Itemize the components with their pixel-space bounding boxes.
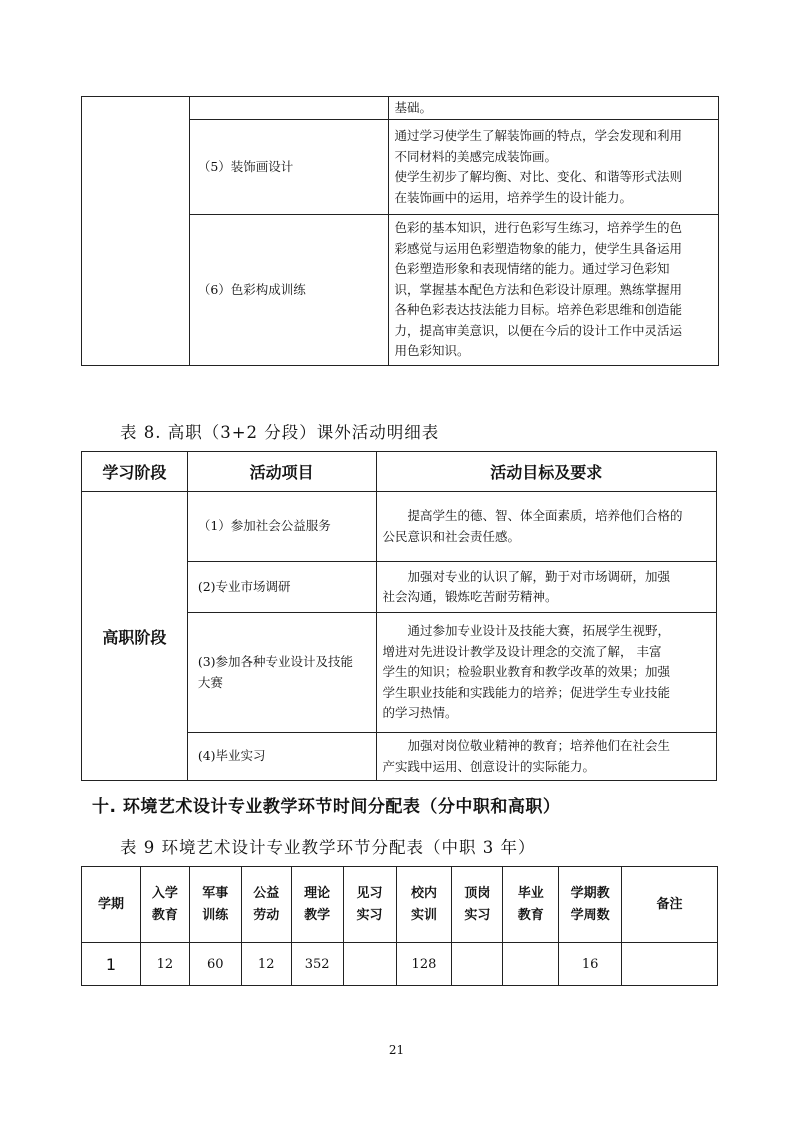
course-desc-cell: 色彩的基本知识，进行色彩写生练习，培养学生的色 彩感觉与运用色彩塑造物象的能力，使学生具备运用 色彩塑造形象和表现情绪的能力。通过学习色彩知 识，掌握基本配色方法和色彩设计原理。熟练掌握用 各种色彩表达技法能力目标。培养色彩思维和创造能 力，提高审美意识，以便在今后的设计工作中灵活运 用色彩知识。 [388,215,718,366]
column-header: 毕业 教育 [503,867,559,943]
table-cell: 16 [559,943,622,986]
table8-caption: 表 8. 高职（3+2 分段）课外活动明细表 [120,423,440,442]
column-header: 学期 [82,867,141,943]
table-cell [343,943,396,986]
column-header: 军事 训练 [189,867,241,943]
table-header-row [82,867,718,943]
column-header: 见习 实习 [343,867,396,943]
table-cell: 12 [140,943,189,986]
course-desc-cell: 基础。 [388,97,718,120]
column-header: 公益 劳动 [241,867,291,943]
table-cell: 60 [189,943,241,986]
course-name-cell [189,97,388,120]
activity-goal-cell: 提高学生的德、智、体全面素质，培养他们合格的 公民意识和社会责任感。 [376,492,716,562]
column-header: 活动项目 [187,452,376,492]
column-header: 顶岗 实习 [452,867,503,943]
table-header-row [82,452,717,492]
column-header: 理论 教学 [291,867,343,943]
stage-cell-empty [82,97,190,366]
activity-goal-cell: 加强对岗位敬业精神的教育；培养他们在社会生 产实践中运用、创意设计的实际能力。 [376,733,716,781]
table-cell: 12 [241,943,291,986]
stage-cell: 高职阶段 [82,492,188,781]
course-name-cell: （6）色彩构成训练 [189,215,388,366]
table-cell [503,943,559,986]
course-description-table-continued [81,96,719,366]
activity-item-cell: (2)专业市场调研 [187,562,376,613]
extracurricular-activities-table [81,451,717,781]
activity-goal-cell: 加强对专业的认识了解，勤于对市场调研，加强 社会沟通，锻炼吃苦耐劳精神。 [376,562,716,613]
table-row [82,943,718,986]
course-desc-cell: 通过学习使学生了解装饰画的特点，学会发现和利用 不同材料的美感完成装饰画。 使学生初步了解均衡、对比、变化、和谐等形式法则 在装饰画中的运用，培养学生的设计能力。 [388,120,718,215]
column-header: 校内 实训 [396,867,452,943]
table-row [82,492,717,562]
column-header: 学期教 学周数 [559,867,622,943]
table-row [82,97,719,120]
activity-goal-cell: 通过参加专业设计及技能大赛，拓展学生视野， 增进对先进设计教学及设计理念的交流了解， 丰富 学生的知识；检验职业教育和教学改革的效果；加强 学生职业技能和实践能力的培养；促进学生专业技能 的学习热情。 [376,613,716,733]
column-header: 学习阶段 [82,452,188,492]
course-name-cell: （5）装饰画设计 [189,120,388,215]
table-cell: 1 [82,943,141,986]
table-cell: 352 [291,943,343,986]
activity-item-cell: (4)毕业实习 [187,733,376,781]
column-header: 入学 教育 [140,867,189,943]
table-cell: 128 [396,943,452,986]
section-heading: 十. 环境艺术设计专业教学环节时间分配表（分中职和高职） [92,797,561,817]
activity-item-cell: (3)参加各种专业设计及技能 大赛 [187,613,376,733]
column-header: 备注 [622,867,718,943]
teaching-schedule-table [81,866,718,986]
page-number: 21 [388,1043,405,1057]
activity-item-cell: （1）参加社会公益服务 [187,492,376,562]
column-header: 活动目标及要求 [376,452,716,492]
table9-caption: 表 9 环境艺术设计专业教学环节分配表（中职 3 年） [120,838,536,857]
table-cell [452,943,503,986]
table-cell [622,943,718,986]
